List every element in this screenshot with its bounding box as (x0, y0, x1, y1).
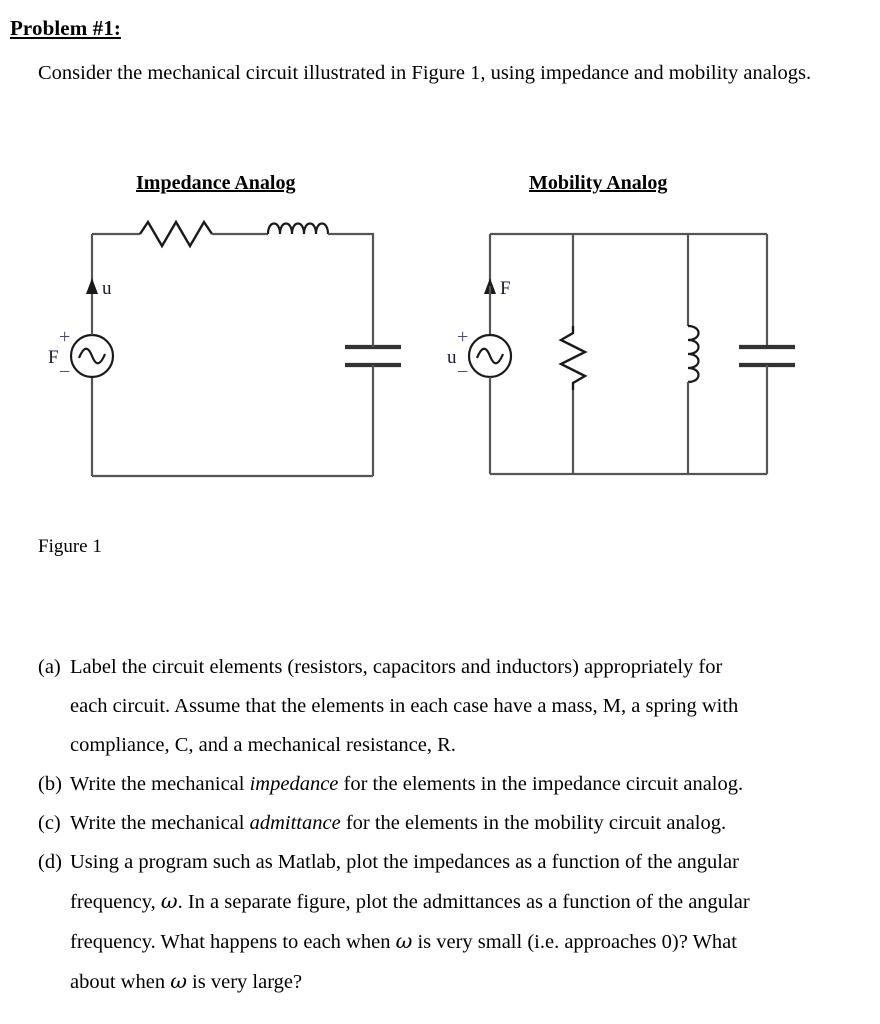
question-marker: (c) (38, 812, 61, 834)
omega-symbol: ω (170, 969, 187, 993)
question-marker: (d) (38, 851, 62, 873)
mobility-plus-sign: + (457, 326, 469, 348)
intro-line-2: analogs. (743, 62, 812, 84)
impedance-minus-sign: − (59, 361, 71, 383)
question-line (70, 804, 862, 843)
current-arrow-icon (86, 278, 98, 294)
figure-caption: Figure 1 (38, 536, 102, 557)
text-run: frequency. What happens to each when (70, 931, 396, 953)
question-line (70, 882, 862, 922)
omega-symbol: ω (395, 929, 413, 953)
question-list (38, 648, 862, 1002)
question-marker: (b) (38, 773, 62, 795)
figure-1-circuits (0, 200, 880, 500)
question-item (38, 804, 862, 843)
emphasis-term: admittance (249, 812, 341, 834)
text-run: about when (70, 971, 171, 993)
intro-paragraph (38, 54, 862, 92)
text-run: is very large? (186, 971, 303, 993)
text-run: is very small (i.e. approaches 0)? What (412, 931, 737, 953)
impedance-plus-sign: + (59, 326, 71, 348)
question-item (38, 765, 862, 804)
capacitor-icon-mobility (739, 347, 795, 365)
text-run: for the elements in the impedance circuit analog. (338, 773, 744, 795)
page-title: Problem #1: (10, 16, 121, 40)
question-line (70, 962, 862, 1002)
question-item (38, 843, 862, 1002)
inductor-icon-mobility (688, 326, 699, 382)
mobility-source-label: u (447, 347, 457, 368)
inductor-icon (268, 224, 328, 235)
question-line: compliance, C, and a mechanical resistance, R. (70, 734, 456, 756)
emphasis-term: impedance (249, 773, 339, 795)
question-line (70, 843, 862, 882)
omega-symbol: ω (160, 889, 178, 913)
mobility-minus-sign: − (457, 361, 469, 383)
question-text (70, 804, 862, 843)
question-text (70, 843, 862, 1002)
mobility-arrow-label: F (500, 278, 511, 299)
question-text (70, 765, 862, 804)
question-line (70, 765, 862, 804)
resistor-icon-mobility (561, 326, 585, 390)
capacitor-icon (345, 347, 401, 365)
question-text (70, 648, 862, 765)
question-marker: (a) (38, 656, 61, 678)
question-line: Label the circuit elements (resistors, capacitors and inductors) appropriately for (70, 656, 723, 678)
mobility-circuit (447, 234, 795, 474)
text-run: Write the mechanical (70, 812, 250, 834)
wire-top-right (328, 234, 373, 326)
resistor-icon (140, 222, 212, 246)
intro-line-1: Consider the mechanical circuit illustrated in Figure 1, using impedance and mobility (38, 62, 739, 84)
impedance-arrow-label: u (102, 278, 112, 299)
mobility-analog-title: Mobility Analog (529, 172, 668, 194)
impedance-circuit (48, 222, 401, 476)
question-line: each circuit. Assume that the elements in each case have a mass, M, a spring with (70, 695, 739, 717)
question-line (70, 922, 862, 962)
text-run: for the elements in the mobility circuit analog. (340, 812, 727, 834)
text-run: . In a separate figure, plot the admittances as a function of the angular (177, 891, 750, 913)
question-item (38, 648, 862, 765)
text-run: frequency, (70, 891, 161, 913)
text-run: Using a program such as Matlab, plot the impedances as a function of the angular (70, 851, 739, 873)
impedance-source-label: F (48, 347, 59, 368)
text-run: Write the mechanical (70, 773, 250, 795)
impedance-analog-title: Impedance Analog (136, 172, 296, 194)
